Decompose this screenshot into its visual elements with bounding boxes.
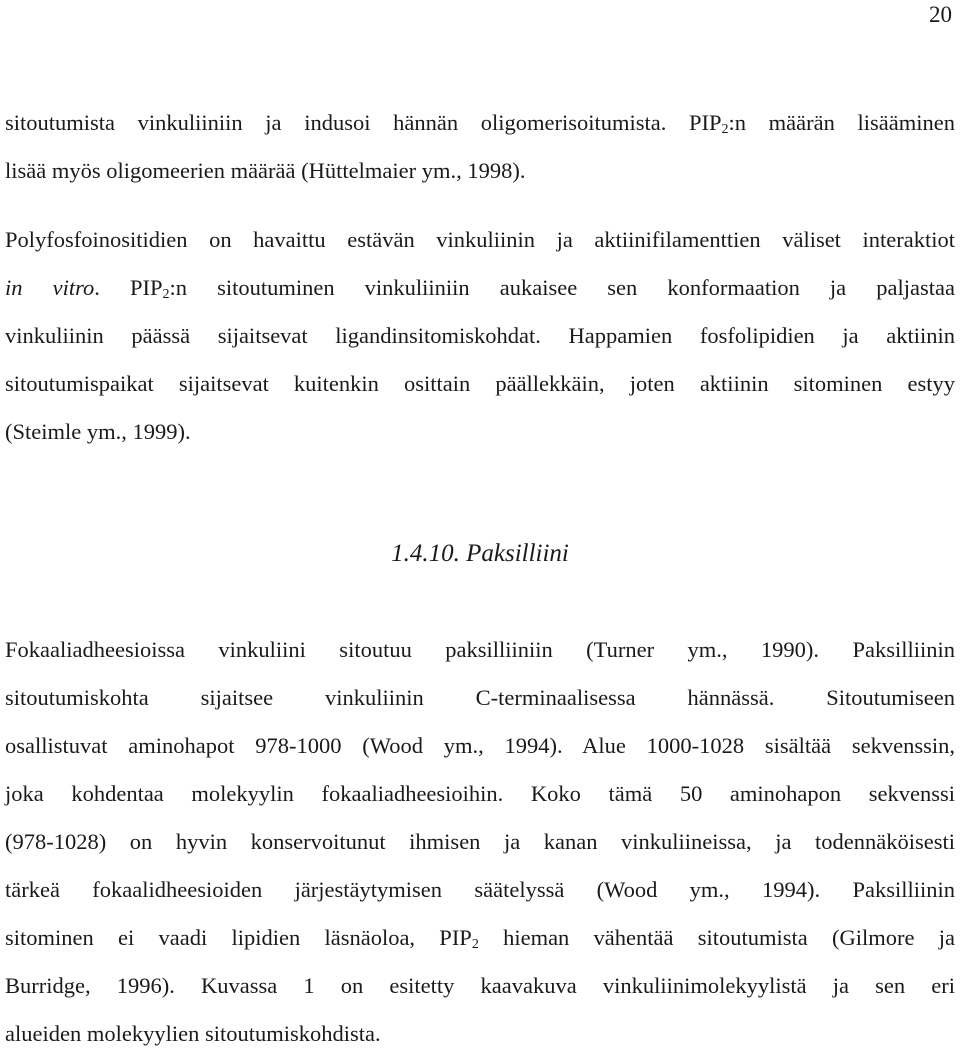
text-line: lisää myös oligomeerien määrää (Hüttelmaier ym., 1998). [5, 158, 526, 183]
text-line: sitoutumiskohta sijaitsee vinkuliinin C-terminaalisessa hännässä. Sitoutumiseen [5, 685, 955, 710]
text-line: Polyfosfoinositidien on havaittu estävän vinkuliinin ja aktiinifilamenttien väliset interaktiot [5, 227, 955, 252]
paragraph-2 [5, 216, 955, 456]
page-number: 20 [929, 2, 952, 27]
text-line: Fokaaliadheesioissa vinkuliini sitoutuu paksilliiniin (Turner ym., 1990). Paksilliinin [5, 637, 955, 662]
text-line: Burridge, 1996). Kuvassa 1 on esitetty kaavakuva vinkuliinimolekyylistä ja sen eri [5, 973, 955, 998]
text-line: vinkuliinin päässä sijaitsevat ligandinsitomiskohdat. Happamien fosfolipidien ja aktiinin [5, 323, 955, 348]
text-line: joka kohdentaa molekyylin fokaaliadheesioihin. Koko tämä 50 aminohapon sekvenssi [5, 781, 955, 806]
text-line: alueiden molekyylien sitoutumiskohdista. [5, 1021, 381, 1046]
text-line: (978-1028) on hyvin konservoitunut ihmisen ja kanan vinkuliineissa, ja todennäköisesti [5, 829, 955, 854]
text-line: (Steimle ym., 1999). [5, 419, 191, 444]
paragraph-3 [5, 626, 955, 1058]
text-line: sitominen ei vaadi lipidien läsnäoloa, $PIP_2$ hieman vähentää sitoutumista (Gilmore ja [5, 925, 955, 952]
text-line: tärkeä fokaalidheesioiden järjestäytymisen säätelyssä (Wood ym., 1994). Paksilliinin [5, 877, 955, 902]
section-heading: 1.4.10. Paksilliini [391, 540, 569, 567]
text-line: sitoutumispaikat sijaitsevat kuitenkin osittain päällekkäin, joten aktiinin sitominen estyy [5, 371, 955, 396]
text-line: in vitro. $PIP_2:n$ sitoutuminen vinkuliiniin aukaisee sen konformaation ja paljastaa [5, 275, 955, 302]
text-line: osallistuvat aminohapot 978-1000 (Wood ym., 1994). Alue 1000-1028 sisältää sekvenssin, [5, 733, 955, 758]
text-line: sitoutumista vinkuliiniin ja indusoi hännän oligomerisoitumista. $PIP_2:n$ määrän lisääminen [5, 110, 955, 137]
paragraph-1 [5, 99, 955, 195]
